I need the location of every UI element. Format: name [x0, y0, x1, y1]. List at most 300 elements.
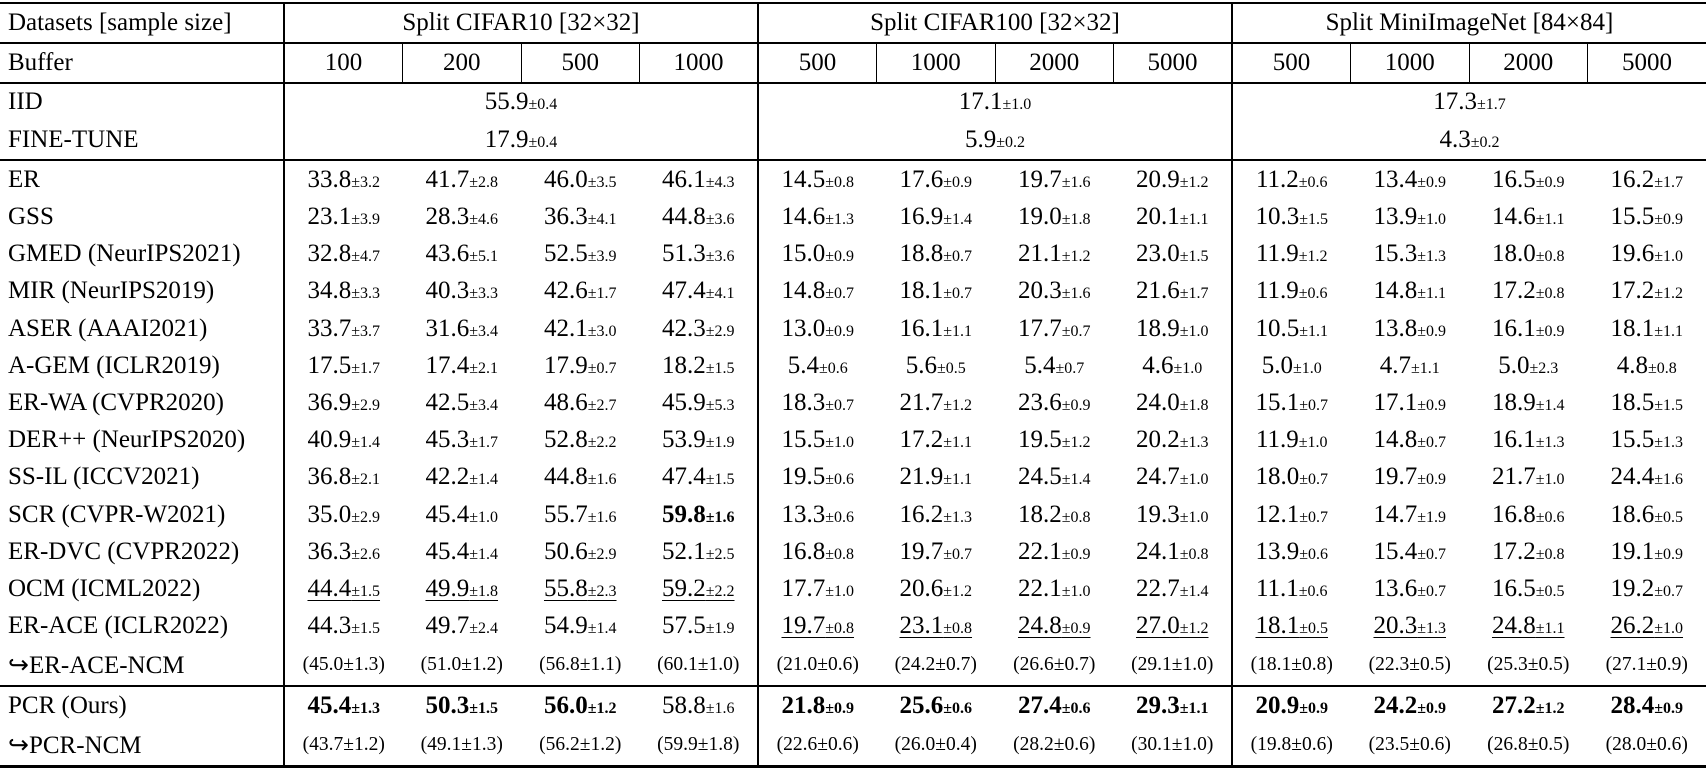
metric-value: 24.7: [1136, 463, 1180, 490]
metric-std: ±1.5: [706, 471, 735, 488]
metric: [1255, 700, 1328, 717]
metric-value: 22.1: [1018, 575, 1062, 602]
metric-value: 19.7: [899, 538, 943, 565]
metric-cell: [995, 686, 1114, 725]
metric: [307, 211, 380, 228]
metric: [1256, 248, 1328, 265]
metric-std: ±0.8: [1180, 546, 1209, 563]
metric: [1136, 546, 1209, 563]
metric-cell: [284, 645, 403, 686]
metric: [781, 471, 854, 488]
buffer-size: 5000: [1114, 43, 1233, 83]
metric-cell: [1232, 198, 1351, 235]
metric-paren: (25.3±0.5): [1487, 654, 1569, 675]
buffer-size: 500: [521, 43, 640, 83]
metric-std: ±0.6: [819, 360, 848, 377]
metric-std: ±1.1: [1654, 323, 1683, 340]
metric-value: 16.5: [1492, 575, 1536, 602]
metric-cell: [640, 310, 759, 347]
metric: [307, 509, 380, 526]
metric-std: ±1.5: [351, 583, 380, 600]
metric: [1380, 360, 1440, 377]
metric: [1018, 583, 1091, 600]
metric-cell: [1232, 459, 1351, 496]
metric-value: 27.0: [1136, 612, 1180, 639]
metric: [1018, 248, 1091, 265]
metric-value: 21.1: [1018, 240, 1062, 267]
metric-cell: [1469, 533, 1588, 570]
metric-std: ±3.9: [588, 248, 617, 265]
method-row: [0, 496, 1706, 533]
metric-cell: [640, 273, 759, 310]
metric-cell: [1588, 645, 1706, 686]
metric-value: 47.4: [662, 463, 706, 490]
metric-cell: [758, 384, 877, 421]
metric-cell: [403, 198, 522, 235]
metric-std: ±1.3: [1417, 620, 1446, 637]
metric-cell: [284, 384, 403, 421]
metric-std: ±0.7: [1417, 546, 1446, 563]
metric: [1136, 285, 1209, 302]
metric: [781, 397, 854, 414]
metric-cell: [521, 347, 640, 384]
metric-cell: [1232, 236, 1351, 273]
metric-std: ±2.6: [351, 546, 380, 563]
metric: [1610, 323, 1683, 340]
metric-std: ±1.3: [1654, 434, 1683, 451]
metric-std: ±1.1: [1299, 323, 1328, 340]
metric-cell: [521, 422, 640, 459]
metric-cell: [284, 686, 403, 725]
metric-cell: [521, 160, 640, 199]
metric-std: ±1.7: [588, 285, 617, 302]
metric-cell: [640, 384, 759, 421]
metric-cell: [640, 198, 759, 235]
metric-cell: [1351, 459, 1470, 496]
metric: [899, 397, 972, 414]
method-row: [0, 533, 1706, 570]
metric-value: 15.1: [1255, 389, 1299, 416]
metric: [307, 360, 380, 377]
metric: [1018, 397, 1091, 414]
metric-value: 23.1: [899, 612, 943, 639]
metric-cell: [521, 686, 640, 725]
metric-value: 4.3: [1439, 126, 1470, 153]
metric-cell: [1232, 347, 1351, 384]
metric-cell: [521, 570, 640, 607]
metric: [1136, 620, 1209, 637]
metric-cell: [1114, 160, 1233, 199]
metric-paren: (51.0±1.2): [421, 654, 503, 675]
metric-cell: [758, 236, 877, 273]
metric-value: 18.2: [662, 352, 706, 379]
metric: [425, 620, 498, 637]
metric: [307, 248, 380, 265]
metric-std: ±1.6: [706, 700, 735, 717]
metric: [1024, 360, 1084, 377]
metric-std: ±1.0: [469, 509, 498, 526]
metric-cell: [877, 422, 996, 459]
metric-std: ±0.9: [1417, 700, 1446, 717]
metric-cell: [758, 310, 877, 347]
metric-cell: [877, 533, 996, 570]
metric: [544, 546, 617, 563]
metric-std: ±1.1: [943, 323, 972, 340]
metric-cell: [640, 724, 759, 766]
metric-value: 17.5: [307, 352, 351, 379]
metric-value: 13.6: [1373, 575, 1417, 602]
metric-cell: [521, 198, 640, 235]
metric: [544, 583, 617, 600]
metric-value: 45.3: [425, 426, 469, 453]
metric: [1610, 211, 1683, 228]
metric-cell: [521, 645, 640, 686]
metric-value: 17.2: [1492, 538, 1536, 565]
metric-cell: [758, 496, 877, 533]
metric: [1610, 434, 1683, 451]
metric-cell: [1232, 724, 1351, 766]
metric-value: 28.3: [425, 203, 469, 230]
metric-cell: [403, 724, 522, 766]
metric-std: ±1.6: [588, 509, 617, 526]
metric-std: ±1.9: [706, 620, 735, 637]
metric-cell: [284, 273, 403, 310]
metric-std: ±1.0: [1173, 360, 1202, 377]
metric: [425, 471, 498, 488]
metric: [899, 620, 972, 637]
metric-std: ±0.9: [1299, 700, 1328, 717]
metric: [1373, 285, 1446, 302]
metric-value: 17.4: [425, 352, 469, 379]
metric: [662, 397, 735, 414]
metric-std: ±1.4: [351, 434, 380, 451]
metric-value: 47.4: [662, 277, 706, 304]
metric-value: 5.4: [788, 352, 819, 379]
metric-std: ±0.9: [1417, 397, 1446, 414]
method-row: [0, 686, 1706, 725]
metric-cell: [403, 459, 522, 496]
results-table: [0, 2, 1706, 768]
metric-value: 27.2: [1492, 692, 1536, 719]
metric-std: ±0.7: [588, 360, 617, 377]
metric-cell: [1232, 310, 1351, 347]
metric-cell: [403, 645, 522, 686]
row-label: ER-WA (CVPR2020): [0, 384, 284, 421]
metric-std: ±1.2: [943, 583, 972, 600]
metric-std: ±2.7: [588, 397, 617, 414]
metric: [307, 583, 380, 600]
metric-value: 17.2: [1610, 277, 1654, 304]
metric-std: ±0.4: [528, 134, 557, 151]
buffer-label: Buffer: [0, 43, 284, 83]
metric: [1610, 620, 1683, 637]
metric-value: 21.9: [899, 463, 943, 490]
metric-cell: [1469, 496, 1588, 533]
metric: [1610, 285, 1683, 302]
metric-std: ±1.3: [825, 211, 854, 228]
metric-cell: [995, 724, 1114, 766]
metric-value: 36.8: [307, 463, 351, 490]
metric-value: 16.8: [1492, 501, 1536, 528]
metric-cell: [995, 310, 1114, 347]
metric-std: ±1.2: [588, 700, 617, 717]
metric-std: ±1.8: [1180, 397, 1209, 414]
metric-std: ±1.9: [1417, 509, 1446, 526]
metric: [1018, 471, 1091, 488]
metric-std: ±0.8: [1536, 285, 1565, 302]
metric: [544, 434, 617, 451]
metric-cell: [284, 160, 403, 199]
metric-cell: [758, 686, 877, 725]
metric-value: 15.5: [1610, 203, 1654, 230]
row-label: ER: [0, 160, 284, 199]
metric-std: ±5.1: [469, 248, 498, 265]
metric-cell: [521, 724, 640, 766]
metric: [307, 285, 380, 302]
metric: [781, 248, 854, 265]
metric: [1136, 323, 1209, 340]
metric: [1018, 323, 1091, 340]
metric-std: ±0.7: [1299, 509, 1328, 526]
metric-std: ±0.9: [1417, 323, 1446, 340]
metric-paren: (28.2±0.6): [1013, 734, 1095, 755]
metric: [1136, 700, 1209, 717]
metric: [1610, 397, 1683, 414]
metric-value: 36.3: [544, 203, 588, 230]
metric-cell: [1114, 496, 1233, 533]
metric-value: 15.0: [781, 240, 825, 267]
metric-value: 18.1: [1255, 612, 1299, 639]
metric: [662, 211, 735, 228]
row-label: ASER (AAAI2021): [0, 310, 284, 347]
metric-std: ±0.7: [943, 285, 972, 302]
metric-std: ±1.4: [943, 211, 972, 228]
metric-cell: [758, 160, 877, 199]
metric-value: 13.4: [1373, 166, 1417, 193]
metric-std: ±0.4: [528, 96, 557, 113]
metric-std: ±0.6: [1062, 700, 1091, 717]
metric-value: 24.0: [1136, 389, 1180, 416]
metric: [899, 323, 972, 340]
metric-value: 42.5: [425, 389, 469, 416]
metric-cell: [640, 686, 759, 725]
metric-paren: (43.7±1.2): [303, 734, 385, 755]
metric: [425, 285, 498, 302]
metric-std: ±1.2: [943, 397, 972, 414]
metric-cell: [1232, 384, 1351, 421]
metric: [781, 285, 854, 302]
metric-std: ±1.5: [1180, 248, 1209, 265]
metric: [899, 700, 972, 717]
metric-cell: [1351, 496, 1470, 533]
metric-value: 19.1: [1610, 538, 1654, 565]
metric-paren: (29.1±1.0): [1131, 654, 1213, 675]
metric-cell: [877, 236, 996, 273]
metric-value: 49.9: [425, 575, 469, 602]
metric-std: ±0.9: [1654, 211, 1683, 228]
metric-std: ±1.6: [1062, 174, 1091, 191]
metric-value: 17.7: [781, 575, 825, 602]
metric: [1373, 248, 1446, 265]
metric-value: 40.3: [425, 277, 469, 304]
metric: [899, 434, 972, 451]
metric-paren: (27.1±0.9): [1606, 654, 1688, 675]
metric-cell: [640, 645, 759, 686]
metric-value: 18.2: [1018, 501, 1062, 528]
metric-value: 5.9: [965, 126, 996, 153]
metric: [425, 323, 498, 340]
metric: [307, 397, 380, 414]
metric-std: ±1.4: [1536, 397, 1565, 414]
buffer-size: 500: [758, 43, 877, 83]
metric-value: 24.4: [1610, 463, 1654, 490]
metric-value: 22.1: [1018, 538, 1062, 565]
buffer-row: [0, 43, 1706, 83]
metric: [1018, 509, 1091, 526]
metric: [1136, 509, 1209, 526]
metric: [307, 700, 380, 717]
metric-cell: [1588, 533, 1706, 570]
metric-std: ±1.1: [1411, 360, 1440, 377]
metric: [662, 620, 735, 637]
metric-cell: [1588, 422, 1706, 459]
metric: [781, 323, 854, 340]
metric-cell: [877, 724, 996, 766]
metric-value: 19.3: [1136, 501, 1180, 528]
metric-value: 55.7: [544, 501, 588, 528]
metric-value: 56.0: [544, 692, 588, 719]
metric-value: 17.1: [1373, 389, 1417, 416]
metric-std: ±1.0: [825, 583, 854, 600]
metric-value: 23.0: [1136, 240, 1180, 267]
metric-std: ±1.3: [351, 700, 380, 717]
metric-cell: [521, 496, 640, 533]
metric-cell: [1232, 533, 1351, 570]
metric: [1492, 546, 1565, 563]
metric-paren: (30.1±1.0): [1131, 734, 1213, 755]
metric-cell: [403, 347, 522, 384]
metric: [544, 174, 617, 191]
metric-std: ±0.9: [1654, 546, 1683, 563]
metric-value: 42.2: [425, 463, 469, 490]
metric-value: 17.1: [959, 88, 1003, 115]
metric-value: 53.9: [662, 426, 706, 453]
metric-value: 16.1: [899, 315, 943, 342]
metric-std: ±0.8: [1536, 546, 1565, 563]
metric-cell: [1588, 160, 1706, 199]
metric-std: ±0.7: [1062, 323, 1091, 340]
metric-value: 19.0: [1018, 203, 1062, 230]
metric-std: ±3.2: [351, 174, 380, 191]
metric-std: ±1.0: [1002, 96, 1031, 113]
metric-cell: [640, 422, 759, 459]
metric-std: ±0.7: [1299, 471, 1328, 488]
row-label: ↪PCR-NCM: [0, 724, 284, 766]
metric-value: 15.4: [1373, 538, 1417, 565]
metric-cell: [1351, 645, 1470, 686]
metric-value: 20.9: [1136, 166, 1180, 193]
metric: [899, 285, 972, 302]
metric-value: 51.3: [662, 240, 706, 267]
metric-value: 18.3: [781, 389, 825, 416]
metric-value: 11.9: [1256, 426, 1299, 453]
metric-std: ±0.5: [1536, 583, 1565, 600]
row-label: A-GEM (ICLR2019): [0, 347, 284, 384]
metric: [1610, 700, 1683, 717]
metric: [781, 620, 854, 637]
metric-cell: [1351, 198, 1470, 235]
method-row: [0, 570, 1706, 607]
metric-std: ±1.2: [1180, 174, 1209, 191]
metric-value: 11.9: [1256, 240, 1299, 267]
metric-cell: [1469, 570, 1588, 607]
metric-cell: [1351, 160, 1470, 199]
metric: [1610, 174, 1683, 191]
metric-cell: [403, 533, 522, 570]
metric: [425, 397, 498, 414]
metric-cell: [1351, 422, 1470, 459]
metric-value: 48.6: [544, 389, 588, 416]
metric-cell: [1114, 273, 1233, 310]
metric: [1617, 360, 1677, 377]
metric-value: 44.3: [307, 612, 351, 639]
metric-cell: [1469, 724, 1588, 766]
metric: [307, 546, 380, 563]
metric: [544, 360, 617, 377]
metric-cell: [877, 384, 996, 421]
row-label: SS-IL (ICCV2021): [0, 459, 284, 496]
metric-std: ±3.0: [588, 323, 617, 340]
row-label: FINE-TUNE: [0, 121, 284, 160]
metric-cell: [1232, 160, 1351, 199]
metric: [899, 509, 972, 526]
baseline-row: [0, 121, 1706, 160]
metric-cell: [1351, 608, 1470, 645]
metric-cell: [521, 310, 640, 347]
baseline-row: [0, 83, 1706, 122]
metric: [1255, 620, 1328, 637]
metric-std: ±1.2: [1654, 285, 1683, 302]
metric-cell: [284, 347, 403, 384]
method-row: [0, 198, 1706, 235]
method-row: [0, 347, 1706, 384]
metric-cell: [1114, 310, 1233, 347]
metric-value: 19.5: [781, 463, 825, 490]
metric: [1018, 700, 1091, 717]
method-row: [0, 608, 1706, 645]
metric-value: 57.5: [662, 612, 706, 639]
metric-cell: [284, 459, 403, 496]
metric-cell: [1114, 384, 1233, 421]
metric-value: 27.4: [1018, 692, 1062, 719]
metric-std: ±3.6: [706, 211, 735, 228]
metric-cell: [1588, 236, 1706, 273]
metric-value: 11.9: [1256, 277, 1299, 304]
metric-value: 10.3: [1255, 203, 1299, 230]
metric-value: 24.5: [1018, 463, 1062, 490]
metric-cell: [877, 160, 996, 199]
metric-cell: [1114, 422, 1233, 459]
metric-cell: [640, 496, 759, 533]
metric-paren: (56.8±1.1): [539, 654, 621, 675]
metric-cell: [877, 645, 996, 686]
metric-std: ±1.7: [1477, 96, 1506, 113]
metric-cell: [995, 384, 1114, 421]
metric-cell: [1351, 347, 1470, 384]
metric-value: 55.8: [544, 575, 588, 602]
metric-cell: [758, 273, 877, 310]
metric-std: ±0.5: [1654, 509, 1683, 526]
